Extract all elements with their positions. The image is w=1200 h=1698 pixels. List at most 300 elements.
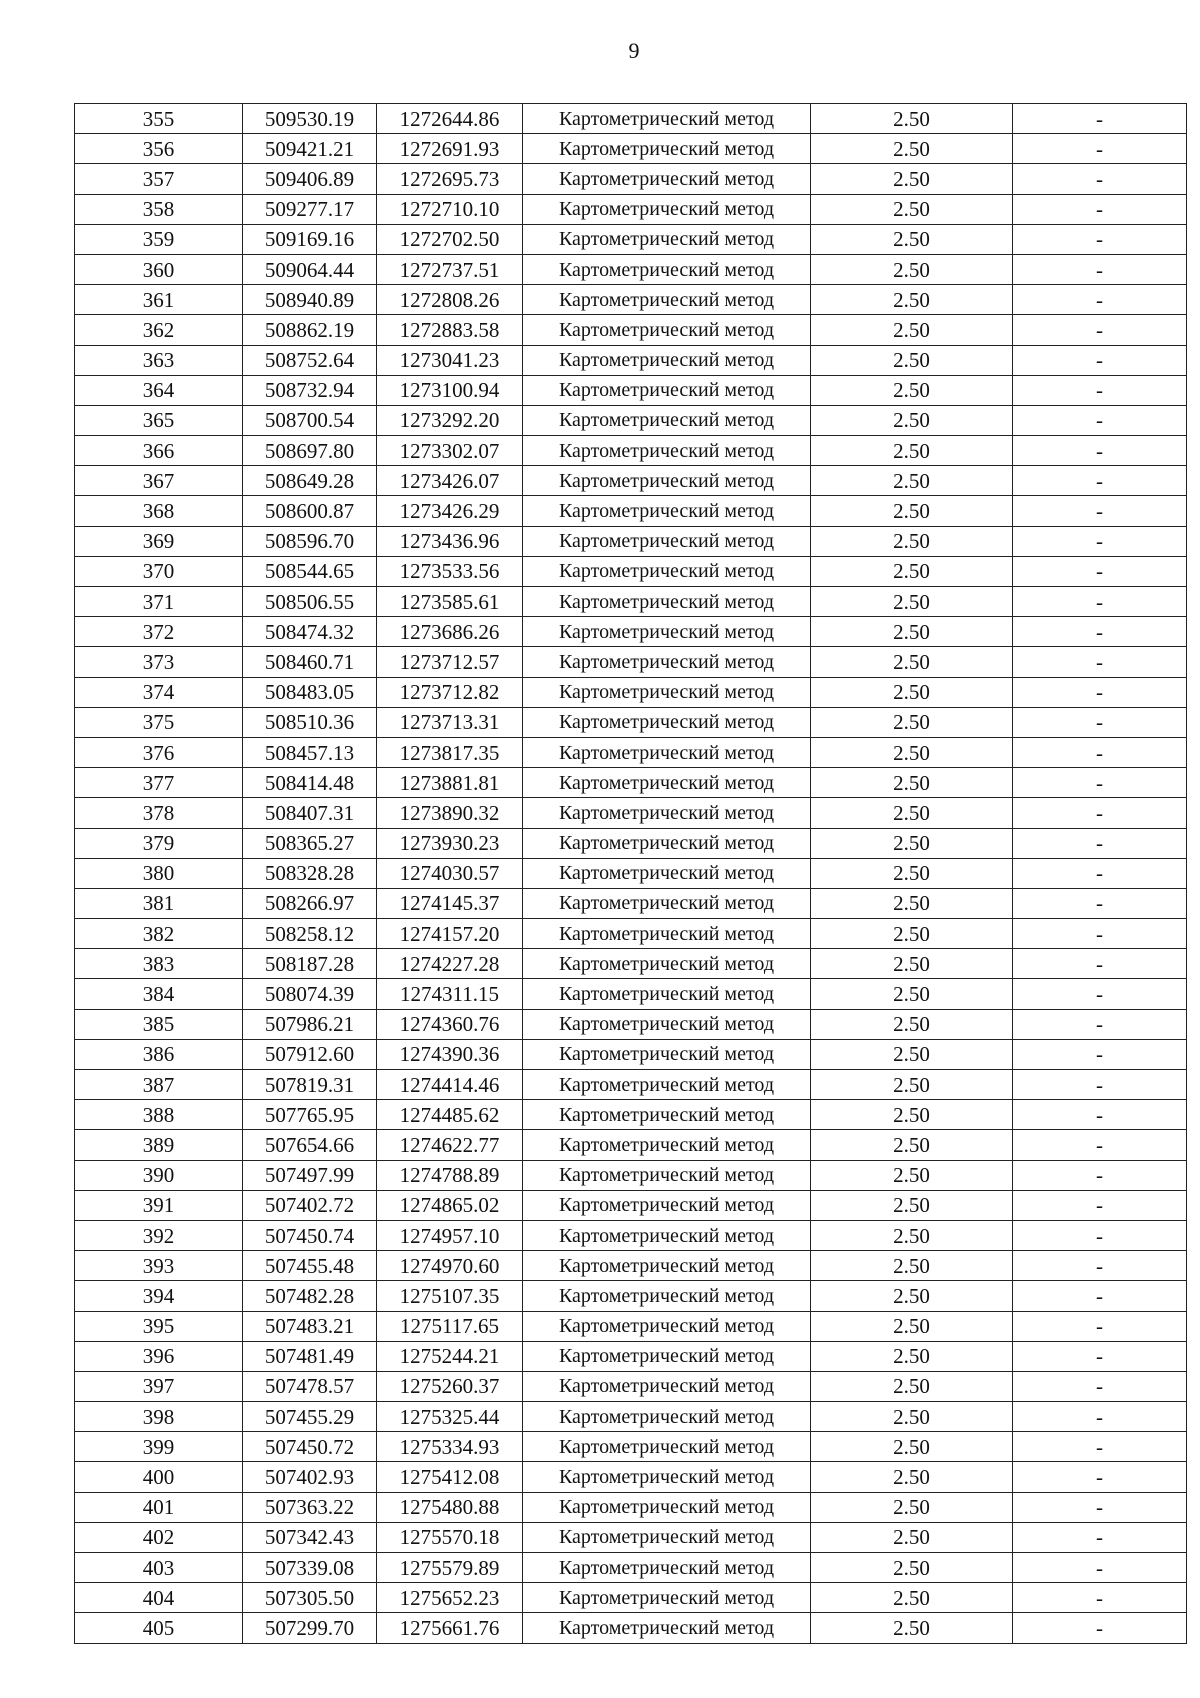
- x-coordinate-cell: 507482.28: [243, 1281, 377, 1311]
- description-cell: -: [1013, 1281, 1187, 1311]
- description-cell: -: [1013, 164, 1187, 194]
- method-cell: Картометрический метод: [523, 134, 811, 164]
- x-coordinate-cell: 507481.49: [243, 1341, 377, 1371]
- y-coordinate-cell: 1275480.88: [377, 1492, 523, 1522]
- accuracy-cell: 2.50: [811, 1009, 1013, 1039]
- method-cell: Картометрический метод: [523, 1220, 811, 1250]
- y-coordinate-cell: 1273292.20: [377, 405, 523, 435]
- table-row: [75, 526, 1187, 556]
- y-coordinate-cell: 1273712.82: [377, 677, 523, 707]
- description-cell: -: [1013, 1070, 1187, 1100]
- y-coordinate-cell: 1273881.81: [377, 768, 523, 798]
- x-coordinate-cell: 508544.65: [243, 556, 377, 586]
- description-cell: -: [1013, 1553, 1187, 1583]
- table-row: [75, 768, 1187, 798]
- accuracy-cell: 2.50: [811, 1190, 1013, 1220]
- point-number-cell: 393: [75, 1251, 243, 1281]
- x-coordinate-cell: 509064.44: [243, 254, 377, 284]
- x-coordinate-cell: 508732.94: [243, 375, 377, 405]
- y-coordinate-cell: 1274788.89: [377, 1160, 523, 1190]
- description-cell: -: [1013, 1402, 1187, 1432]
- accuracy-cell: 2.50: [811, 1311, 1013, 1341]
- accuracy-cell: 2.50: [811, 768, 1013, 798]
- point-number-cell: 361: [75, 285, 243, 315]
- method-cell: Картометрический метод: [523, 1462, 811, 1492]
- description-cell: -: [1013, 1583, 1187, 1613]
- y-coordinate-cell: 1275652.23: [377, 1583, 523, 1613]
- x-coordinate-cell: 508187.28: [243, 949, 377, 979]
- point-number-cell: 396: [75, 1341, 243, 1371]
- accuracy-cell: 2.50: [811, 979, 1013, 1009]
- accuracy-cell: 2.50: [811, 1281, 1013, 1311]
- table-row: [75, 979, 1187, 1009]
- method-cell: Картометрический метод: [523, 556, 811, 586]
- y-coordinate-cell: 1275325.44: [377, 1402, 523, 1432]
- description-cell: -: [1013, 949, 1187, 979]
- point-number-cell: 378: [75, 798, 243, 828]
- description-cell: -: [1013, 345, 1187, 375]
- description-cell: -: [1013, 707, 1187, 737]
- point-number-cell: 367: [75, 466, 243, 496]
- y-coordinate-cell: 1272644.86: [377, 104, 523, 134]
- table-row: [75, 647, 1187, 677]
- y-coordinate-cell: 1274157.20: [377, 919, 523, 949]
- point-number-cell: 371: [75, 587, 243, 617]
- point-number-cell: 381: [75, 888, 243, 918]
- method-cell: Картометрический метод: [523, 1341, 811, 1371]
- point-number-cell: 362: [75, 315, 243, 345]
- description-cell: -: [1013, 737, 1187, 767]
- y-coordinate-cell: 1275570.18: [377, 1522, 523, 1552]
- table-row: [75, 1220, 1187, 1250]
- method-cell: Картометрический метод: [523, 949, 811, 979]
- table-row: [75, 436, 1187, 466]
- y-coordinate-cell: 1272691.93: [377, 134, 523, 164]
- table-row: [75, 405, 1187, 435]
- x-coordinate-cell: 507497.99: [243, 1160, 377, 1190]
- x-coordinate-cell: 507478.57: [243, 1371, 377, 1401]
- y-coordinate-cell: 1272710.10: [377, 194, 523, 224]
- table-row: [75, 919, 1187, 949]
- description-cell: -: [1013, 1432, 1187, 1462]
- x-coordinate-cell: 507450.74: [243, 1220, 377, 1250]
- point-number-cell: 404: [75, 1583, 243, 1613]
- y-coordinate-cell: 1274622.77: [377, 1130, 523, 1160]
- y-coordinate-cell: 1272737.51: [377, 254, 523, 284]
- method-cell: Картометрический метод: [523, 285, 811, 315]
- description-cell: -: [1013, 919, 1187, 949]
- description-cell: -: [1013, 1160, 1187, 1190]
- table-row: [75, 888, 1187, 918]
- accuracy-cell: 2.50: [811, 1492, 1013, 1522]
- point-number-cell: 383: [75, 949, 243, 979]
- table-row: [75, 617, 1187, 647]
- point-number-cell: 384: [75, 979, 243, 1009]
- description-cell: -: [1013, 1462, 1187, 1492]
- x-coordinate-cell: 508862.19: [243, 315, 377, 345]
- point-number-cell: 387: [75, 1070, 243, 1100]
- table-row: [75, 858, 1187, 888]
- table-row: [75, 375, 1187, 405]
- description-cell: -: [1013, 798, 1187, 828]
- x-coordinate-cell: 508649.28: [243, 466, 377, 496]
- y-coordinate-cell: 1274227.28: [377, 949, 523, 979]
- method-cell: Картометрический метод: [523, 858, 811, 888]
- accuracy-cell: 2.50: [811, 707, 1013, 737]
- point-number-cell: 402: [75, 1522, 243, 1552]
- description-cell: -: [1013, 1522, 1187, 1552]
- point-number-cell: 380: [75, 858, 243, 888]
- point-number-cell: 390: [75, 1160, 243, 1190]
- description-cell: -: [1013, 104, 1187, 134]
- y-coordinate-cell: 1273712.57: [377, 647, 523, 677]
- x-coordinate-cell: 508266.97: [243, 888, 377, 918]
- y-coordinate-cell: 1273686.26: [377, 617, 523, 647]
- description-cell: -: [1013, 556, 1187, 586]
- x-coordinate-cell: 508407.31: [243, 798, 377, 828]
- accuracy-cell: 2.50: [811, 1100, 1013, 1130]
- accuracy-cell: 2.50: [811, 1462, 1013, 1492]
- description-cell: -: [1013, 466, 1187, 496]
- accuracy-cell: 2.50: [811, 1039, 1013, 1069]
- table-row: [75, 707, 1187, 737]
- x-coordinate-cell: 508600.87: [243, 496, 377, 526]
- y-coordinate-cell: 1274414.46: [377, 1070, 523, 1100]
- table-row: [75, 254, 1187, 284]
- point-number-cell: 391: [75, 1190, 243, 1220]
- accuracy-cell: 2.50: [811, 1432, 1013, 1462]
- y-coordinate-cell: 1275244.21: [377, 1341, 523, 1371]
- method-cell: Картометрический метод: [523, 224, 811, 254]
- accuracy-cell: 2.50: [811, 1402, 1013, 1432]
- x-coordinate-cell: 508697.80: [243, 436, 377, 466]
- accuracy-cell: 2.50: [811, 285, 1013, 315]
- accuracy-cell: 2.50: [811, 375, 1013, 405]
- accuracy-cell: 2.50: [811, 798, 1013, 828]
- table-row: [75, 949, 1187, 979]
- method-cell: Картометрический метод: [523, 496, 811, 526]
- point-number-cell: 363: [75, 345, 243, 375]
- method-cell: Картометрический метод: [523, 1039, 811, 1069]
- y-coordinate-cell: 1275107.35: [377, 1281, 523, 1311]
- x-coordinate-cell: 507402.93: [243, 1462, 377, 1492]
- point-number-cell: 355: [75, 104, 243, 134]
- point-number-cell: 365: [75, 405, 243, 435]
- x-coordinate-cell: 507765.95: [243, 1100, 377, 1130]
- method-cell: Картометрический метод: [523, 1553, 811, 1583]
- accuracy-cell: 2.50: [811, 1160, 1013, 1190]
- x-coordinate-cell: 507455.48: [243, 1251, 377, 1281]
- accuracy-cell: 2.50: [811, 1130, 1013, 1160]
- point-number-cell: 356: [75, 134, 243, 164]
- description-cell: -: [1013, 1220, 1187, 1250]
- point-number-cell: 360: [75, 254, 243, 284]
- accuracy-cell: 2.50: [811, 888, 1013, 918]
- method-cell: Картометрический метод: [523, 647, 811, 677]
- x-coordinate-cell: 508940.89: [243, 285, 377, 315]
- description-cell: -: [1013, 375, 1187, 405]
- accuracy-cell: 2.50: [811, 405, 1013, 435]
- y-coordinate-cell: 1275117.65: [377, 1311, 523, 1341]
- point-number-cell: 398: [75, 1402, 243, 1432]
- x-coordinate-cell: 508752.64: [243, 345, 377, 375]
- y-coordinate-cell: 1274957.10: [377, 1220, 523, 1250]
- x-coordinate-cell: 507455.29: [243, 1402, 377, 1432]
- y-coordinate-cell: 1273713.31: [377, 707, 523, 737]
- x-coordinate-cell: 507654.66: [243, 1130, 377, 1160]
- table-row: [75, 1100, 1187, 1130]
- x-coordinate-cell: 508328.28: [243, 858, 377, 888]
- description-cell: -: [1013, 1311, 1187, 1341]
- point-number-cell: 357: [75, 164, 243, 194]
- table-row: [75, 1432, 1187, 1462]
- point-number-cell: 364: [75, 375, 243, 405]
- x-coordinate-cell: 509169.16: [243, 224, 377, 254]
- method-cell: Картометрический метод: [523, 587, 811, 617]
- method-cell: Картометрический метод: [523, 677, 811, 707]
- x-coordinate-cell: 507483.21: [243, 1311, 377, 1341]
- point-number-cell: 368: [75, 496, 243, 526]
- accuracy-cell: 2.50: [811, 737, 1013, 767]
- description-cell: -: [1013, 888, 1187, 918]
- y-coordinate-cell: 1275334.93: [377, 1432, 523, 1462]
- table-row: [75, 345, 1187, 375]
- x-coordinate-cell: 509406.89: [243, 164, 377, 194]
- method-cell: Картометрический метод: [523, 1160, 811, 1190]
- point-number-cell: 397: [75, 1371, 243, 1401]
- point-number-cell: 401: [75, 1492, 243, 1522]
- point-number-cell: 395: [75, 1311, 243, 1341]
- point-number-cell: 376: [75, 737, 243, 767]
- accuracy-cell: 2.50: [811, 1371, 1013, 1401]
- point-number-cell: 403: [75, 1553, 243, 1583]
- page-number: 9: [628, 38, 640, 63]
- method-cell: Картометрический метод: [523, 104, 811, 134]
- point-number-cell: 369: [75, 526, 243, 556]
- description-cell: -: [1013, 436, 1187, 466]
- y-coordinate-cell: 1274360.76: [377, 1009, 523, 1039]
- description-cell: -: [1013, 496, 1187, 526]
- accuracy-cell: 2.50: [811, 526, 1013, 556]
- accuracy-cell: 2.50: [811, 496, 1013, 526]
- method-cell: Картометрический метод: [523, 707, 811, 737]
- description-cell: -: [1013, 1341, 1187, 1371]
- point-number-cell: 374: [75, 677, 243, 707]
- accuracy-cell: 2.50: [811, 1553, 1013, 1583]
- point-number-cell: 400: [75, 1462, 243, 1492]
- x-coordinate-cell: 507402.72: [243, 1190, 377, 1220]
- accuracy-cell: 2.50: [811, 647, 1013, 677]
- x-coordinate-cell: 508457.13: [243, 737, 377, 767]
- description-cell: -: [1013, 587, 1187, 617]
- accuracy-cell: 2.50: [811, 104, 1013, 134]
- accuracy-cell: 2.50: [811, 164, 1013, 194]
- accuracy-cell: 2.50: [811, 677, 1013, 707]
- y-coordinate-cell: 1272883.58: [377, 315, 523, 345]
- table-row: [75, 1371, 1187, 1401]
- accuracy-cell: 2.50: [811, 617, 1013, 647]
- x-coordinate-cell: 508596.70: [243, 526, 377, 556]
- x-coordinate-cell: 509277.17: [243, 194, 377, 224]
- y-coordinate-cell: 1273041.23: [377, 345, 523, 375]
- table-row: [75, 194, 1187, 224]
- method-cell: Картометрический метод: [523, 526, 811, 556]
- method-cell: Картометрический метод: [523, 345, 811, 375]
- point-number-cell: 377: [75, 768, 243, 798]
- accuracy-cell: 2.50: [811, 345, 1013, 375]
- point-number-cell: 394: [75, 1281, 243, 1311]
- x-coordinate-cell: 507342.43: [243, 1522, 377, 1552]
- x-coordinate-cell: 507912.60: [243, 1039, 377, 1069]
- table-row: [75, 1462, 1187, 1492]
- method-cell: Картометрический метод: [523, 828, 811, 858]
- method-cell: Картометрический метод: [523, 1311, 811, 1341]
- y-coordinate-cell: 1272702.50: [377, 224, 523, 254]
- table-row: [75, 1190, 1187, 1220]
- description-cell: -: [1013, 677, 1187, 707]
- table-row: [75, 1070, 1187, 1100]
- method-cell: Картометрический метод: [523, 1100, 811, 1130]
- table-row: [75, 224, 1187, 254]
- x-coordinate-cell: 508074.39: [243, 979, 377, 1009]
- description-cell: -: [1013, 134, 1187, 164]
- description-cell: -: [1013, 768, 1187, 798]
- point-number-cell: 359: [75, 224, 243, 254]
- description-cell: -: [1013, 617, 1187, 647]
- point-number-cell: 388: [75, 1100, 243, 1130]
- accuracy-cell: 2.50: [811, 949, 1013, 979]
- y-coordinate-cell: 1274030.57: [377, 858, 523, 888]
- y-coordinate-cell: 1273426.07: [377, 466, 523, 496]
- description-cell: -: [1013, 285, 1187, 315]
- method-cell: Картометрический метод: [523, 888, 811, 918]
- accuracy-cell: 2.50: [811, 1220, 1013, 1250]
- point-number-cell: 379: [75, 828, 243, 858]
- x-coordinate-cell: 508506.55: [243, 587, 377, 617]
- table-row: [75, 1251, 1187, 1281]
- x-coordinate-cell: 509530.19: [243, 104, 377, 134]
- y-coordinate-cell: 1274311.15: [377, 979, 523, 1009]
- accuracy-cell: 2.50: [811, 1341, 1013, 1371]
- y-coordinate-cell: 1273585.61: [377, 587, 523, 617]
- method-cell: Картометрический метод: [523, 1371, 811, 1401]
- accuracy-cell: 2.50: [811, 1251, 1013, 1281]
- table-row: [75, 315, 1187, 345]
- y-coordinate-cell: 1274145.37: [377, 888, 523, 918]
- accuracy-cell: 2.50: [811, 436, 1013, 466]
- y-coordinate-cell: 1273890.32: [377, 798, 523, 828]
- table-row: [75, 1311, 1187, 1341]
- description-cell: -: [1013, 224, 1187, 254]
- point-number-cell: 370: [75, 556, 243, 586]
- point-number-cell: 372: [75, 617, 243, 647]
- method-cell: Картометрический метод: [523, 1492, 811, 1522]
- description-cell: -: [1013, 1130, 1187, 1160]
- table-row: [75, 164, 1187, 194]
- point-number-cell: 375: [75, 707, 243, 737]
- accuracy-cell: 2.50: [811, 1522, 1013, 1552]
- table-row: [75, 798, 1187, 828]
- description-cell: -: [1013, 1009, 1187, 1039]
- x-coordinate-cell: 509421.21: [243, 134, 377, 164]
- method-cell: Картометрический метод: [523, 164, 811, 194]
- point-number-cell: 405: [75, 1613, 243, 1643]
- description-cell: -: [1013, 405, 1187, 435]
- method-cell: Картометрический метод: [523, 436, 811, 466]
- y-coordinate-cell: 1275579.89: [377, 1553, 523, 1583]
- table-row: [75, 1522, 1187, 1552]
- point-number-cell: 358: [75, 194, 243, 224]
- method-cell: Картометрический метод: [523, 466, 811, 496]
- table-row: [75, 1492, 1187, 1522]
- table-row: [75, 587, 1187, 617]
- point-number-cell: 392: [75, 1220, 243, 1250]
- table-row: [75, 104, 1187, 134]
- x-coordinate-cell: 507339.08: [243, 1553, 377, 1583]
- x-coordinate-cell: 508365.27: [243, 828, 377, 858]
- table-row: [75, 1613, 1187, 1643]
- method-cell: Картометрический метод: [523, 1281, 811, 1311]
- y-coordinate-cell: 1273302.07: [377, 436, 523, 466]
- description-cell: -: [1013, 1100, 1187, 1130]
- method-cell: Картометрический метод: [523, 1402, 811, 1432]
- method-cell: Картометрический метод: [523, 1190, 811, 1220]
- method-cell: Картометрический метод: [523, 1009, 811, 1039]
- x-coordinate-cell: 507450.72: [243, 1432, 377, 1462]
- point-number-cell: 389: [75, 1130, 243, 1160]
- method-cell: Картометрический метод: [523, 375, 811, 405]
- accuracy-cell: 2.50: [811, 254, 1013, 284]
- table-row: [75, 1583, 1187, 1613]
- description-cell: -: [1013, 828, 1187, 858]
- x-coordinate-cell: 508258.12: [243, 919, 377, 949]
- x-coordinate-cell: 507986.21: [243, 1009, 377, 1039]
- method-cell: Картометрический метод: [523, 919, 811, 949]
- method-cell: Картометрический метод: [523, 1070, 811, 1100]
- y-coordinate-cell: 1274970.60: [377, 1251, 523, 1281]
- description-cell: -: [1013, 1613, 1187, 1643]
- description-cell: -: [1013, 254, 1187, 284]
- table-row: [75, 1341, 1187, 1371]
- y-coordinate-cell: 1275661.76: [377, 1613, 523, 1643]
- point-number-cell: 386: [75, 1039, 243, 1069]
- description-cell: -: [1013, 1371, 1187, 1401]
- coordinates-table: [74, 103, 1187, 1644]
- method-cell: Картометрический метод: [523, 1130, 811, 1160]
- y-coordinate-cell: 1274865.02: [377, 1190, 523, 1220]
- y-coordinate-cell: 1275412.08: [377, 1462, 523, 1492]
- y-coordinate-cell: 1272808.26: [377, 285, 523, 315]
- description-cell: -: [1013, 979, 1187, 1009]
- table-row: [75, 737, 1187, 767]
- method-cell: Картометрический метод: [523, 617, 811, 647]
- x-coordinate-cell: 508483.05: [243, 677, 377, 707]
- table-row: [75, 134, 1187, 164]
- table-row: [75, 496, 1187, 526]
- accuracy-cell: 2.50: [811, 587, 1013, 617]
- accuracy-cell: 2.50: [811, 466, 1013, 496]
- x-coordinate-cell: 508474.32: [243, 617, 377, 647]
- table-row: [75, 1160, 1187, 1190]
- table-row: [75, 466, 1187, 496]
- table-row: [75, 1039, 1187, 1069]
- description-cell: -: [1013, 1492, 1187, 1522]
- table-row: [75, 1281, 1187, 1311]
- coordinates-table-body: [75, 104, 1187, 1644]
- description-cell: -: [1013, 194, 1187, 224]
- accuracy-cell: 2.50: [811, 1613, 1013, 1643]
- y-coordinate-cell: 1275260.37: [377, 1371, 523, 1401]
